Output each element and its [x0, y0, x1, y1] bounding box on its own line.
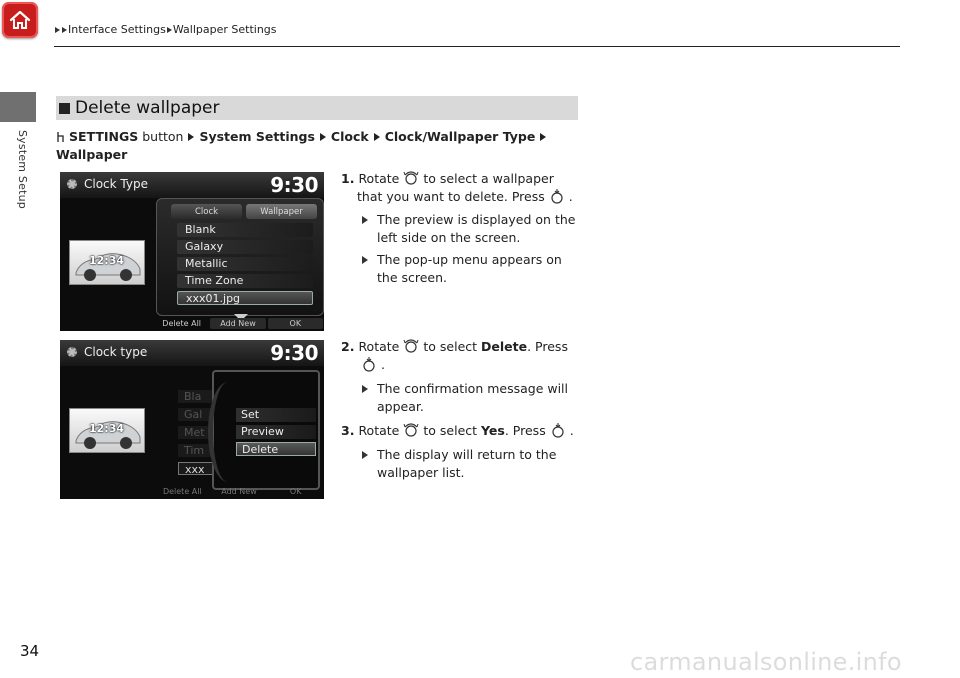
step-3: 3. Rotate to select Yes. Press . [341, 423, 574, 438]
step-3-result [359, 446, 589, 482]
add-new-button[interactable]: Add New [210, 318, 265, 329]
menu-path [56, 128, 576, 164]
preview-clock: 12:34 [89, 422, 125, 435]
triangle-icon [362, 451, 368, 459]
screen-bottombar [154, 486, 324, 497]
path-clock: Clock [330, 129, 369, 144]
screen-bottombar [154, 318, 324, 329]
step-text: left side on the screen. [377, 230, 521, 245]
ok-button[interactable]: OK [268, 318, 323, 329]
wallpaper-menu [156, 198, 324, 316]
screen-title [67, 177, 148, 191]
step-text: The preview is displayed on the [377, 212, 576, 227]
step-2-result [359, 380, 589, 416]
wallpaper-preview [69, 240, 145, 285]
delete-all-button[interactable]: Delete All [162, 487, 202, 496]
screenshot-clock-type-popup [60, 340, 324, 499]
step-text: Rotate [358, 339, 400, 354]
breadcrumb [54, 23, 277, 36]
popup-item-set[interactable]: Set [236, 408, 316, 422]
step-text: that you want to delete. Press [357, 189, 545, 204]
header-divider [54, 46, 900, 47]
triangle-icon [362, 256, 368, 264]
add-new-button[interactable]: Add New [221, 487, 257, 496]
triangle-icon [167, 27, 172, 33]
path-button-word: button [138, 129, 184, 144]
step-text: Rotate [358, 423, 400, 438]
step-number: 3. [341, 423, 355, 438]
bg-item: Gal [178, 408, 218, 421]
screen-time: 9:30 [270, 341, 318, 365]
step-text: the screen. [377, 270, 448, 285]
menu-item-time-zone[interactable]: Time Zone [177, 274, 313, 288]
menu-tabs [169, 204, 319, 219]
breadcrumb-item-interface-settings[interactable]: Interface Settings [68, 23, 166, 36]
menu-item-blank[interactable]: Blank [177, 223, 313, 237]
tab-wallpaper[interactable]: Wallpaper [246, 204, 317, 219]
wallpaper-preview [69, 408, 145, 453]
breadcrumb-item-wallpaper-settings[interactable]: Wallpaper Settings [172, 23, 277, 36]
screen-title-text: Clock Type [84, 177, 148, 191]
home-button[interactable] [2, 2, 38, 38]
bg-item: Bla [178, 390, 218, 403]
interface-dial-press-icon [361, 356, 377, 372]
section-header [56, 96, 578, 120]
menu-item-xxx01[interactable]: xxx01.jpg [177, 291, 313, 305]
chapter-tab [0, 92, 36, 122]
ok-button[interactable]: OK [289, 487, 302, 496]
step-text: The confirmation message will [377, 381, 569, 396]
step-text: to select [423, 339, 478, 354]
screenshot-clock-type [60, 172, 324, 331]
section-title: Delete wallpaper [75, 98, 220, 118]
interface-dial-press-icon [549, 188, 565, 204]
gear-icon [67, 347, 77, 357]
square-bullet-icon [59, 103, 70, 114]
screen-title [67, 345, 147, 359]
step-number: 1. [341, 171, 355, 186]
triangle-icon [374, 133, 380, 141]
menu-item-metallic[interactable]: Metallic [177, 257, 313, 271]
popup-item-preview[interactable]: Preview [236, 425, 316, 439]
chapter-label: System Setup [16, 130, 29, 209]
path-settings: SETTINGS [69, 129, 139, 144]
triangle-icon [62, 27, 67, 33]
step-text: The display will return to the [377, 447, 557, 462]
step-2: 2. Rotate to select Delete. Press . [341, 339, 568, 372]
interface-dial-rotate-icon [403, 170, 419, 186]
step-1-result-2 [359, 251, 589, 287]
triangle-icon [540, 133, 546, 141]
triangle-icon [362, 216, 368, 224]
interface-dial-rotate-icon [403, 338, 419, 354]
step-number: 2. [341, 339, 355, 354]
path-clock-wallpaper-type: Clock/Wallpaper Type [384, 129, 536, 144]
step-text: appear. [377, 399, 424, 414]
step-text: The pop-up menu appears on [377, 252, 562, 267]
step-1: 1. Rotate to select a wallpaper that you want to delete. Press . [341, 171, 573, 204]
footer-watermark: carmanualsonline.info [630, 648, 902, 676]
step-text: . Press [527, 339, 568, 354]
triangle-icon [320, 133, 326, 141]
bg-item: xxx [178, 462, 218, 475]
path-system-settings: System Settings [199, 129, 315, 144]
step-bold: Yes [481, 423, 505, 438]
step-text: wallpaper list. [377, 465, 465, 480]
step-text: to select [423, 423, 478, 438]
path-wallpaper: Wallpaper [56, 147, 128, 162]
popup-item-delete[interactable]: Delete [236, 442, 316, 456]
popup-menu [212, 370, 320, 490]
menu-item-galaxy[interactable]: Galaxy [177, 240, 313, 254]
home-icon [8, 9, 32, 31]
step-1-result-1 [359, 211, 589, 247]
delete-all-button[interactable]: Delete All [162, 319, 202, 328]
home-button-icon [56, 131, 65, 143]
bg-item: Tim [178, 444, 218, 457]
triangle-icon [55, 27, 60, 33]
triangle-icon [188, 133, 194, 141]
step-text: . Press [504, 423, 546, 438]
interface-dial-rotate-icon [403, 422, 419, 438]
page-number: 34 [20, 642, 40, 660]
screen-time: 9:30 [270, 173, 318, 197]
step-text: Rotate [358, 171, 400, 186]
interface-dial-press-icon [550, 422, 566, 438]
tab-clock[interactable]: Clock [171, 204, 242, 219]
step-text: to select a wallpaper [423, 171, 554, 186]
preview-clock: 12:34 [89, 254, 125, 267]
screen-title-text: Clock type [84, 345, 148, 359]
bg-item: Met [178, 426, 218, 439]
triangle-icon [362, 385, 368, 393]
step-bold: Delete [481, 339, 528, 354]
gear-icon [67, 179, 77, 189]
